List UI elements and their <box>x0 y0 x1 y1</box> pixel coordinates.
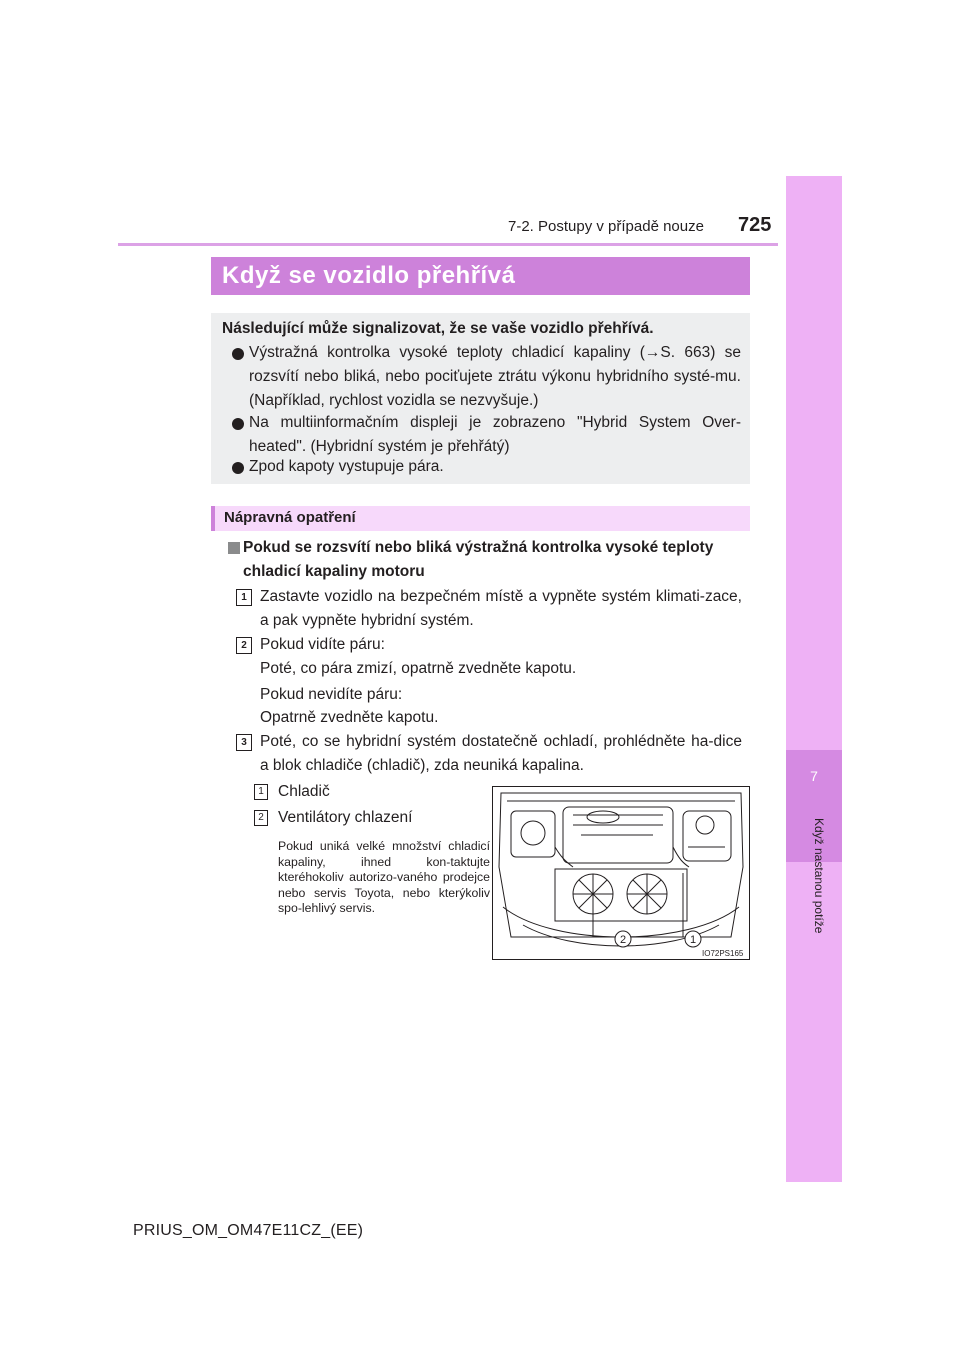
legend-number-1: 1 <box>254 784 268 800</box>
warning-note: Pokud uniká velké množství chladicí kapaliny, ihned kon-taktujte kteréhokoliv autorizo-vaného prodejce nebo servis Toyota, nebo kterýkoliv spo-lehlivý servis. <box>278 839 490 915</box>
engine-bay-illustration <box>492 786 750 960</box>
subsection-heading: Pokud se rozsvítí nebo bliká výstražná kontrolka vysoké teploty chladicí kapaliny motoru <box>243 539 714 580</box>
symptom-heading: Následující může signalizovat, že se vaše vozidlo přehřívá. <box>222 320 654 337</box>
step-number-1: 1 <box>236 589 252 606</box>
section-label: 7-2. Postupy v případě nouze <box>508 218 704 235</box>
legend-number-2: 2 <box>254 810 268 826</box>
side-tab <box>786 176 842 1182</box>
callout-2: 2 <box>619 934 627 946</box>
step-2-line-1: Pokud vidíte páru: <box>260 636 385 653</box>
step-number-2: 2 <box>236 637 252 654</box>
legend-label-1: Chladič <box>278 783 330 800</box>
legend-label-2: Ventilátory chlazení <box>278 809 413 826</box>
header-rule <box>118 243 778 246</box>
symptom-item-3: Zpod kapoty vystupuje pára. <box>249 458 444 475</box>
bullet-icon <box>232 348 244 360</box>
bullet-icon <box>232 418 244 430</box>
square-bullet-icon <box>228 542 240 554</box>
step-number-3: 3 <box>236 734 252 751</box>
step-1-text: Zastavte vozidlo na bezpečném místě a vypněte systém klimati-zace, a pak vypněte hybridní systém. <box>260 588 742 629</box>
engine-bay-drawing <box>493 787 749 959</box>
page-title: Když se vozidlo přehřívá <box>222 262 516 289</box>
illustration-code: IO72PS165 <box>702 949 744 958</box>
step-2-line-3: Pokud nevidíte páru: <box>260 686 403 703</box>
document-code-footer: PRIUS_OM_OM47E11CZ_(EE) <box>133 1222 364 1239</box>
page-number: 725 <box>738 214 772 236</box>
chapter-number: 7 <box>810 768 818 784</box>
remedy-heading: Nápravná opatření <box>224 509 356 526</box>
symptom-item-1: Výstražná kontrolka vysoké teploty chladicí kapaliny (→S. 663) se rozsvítí nebo bliká, nebo pociťujete ztrátu výkonu hybridního systé-mu. (Například, rychlost vozidla se nezvyšuje.) <box>249 344 741 409</box>
step-2-line-4: Opatrně zvedněte kapotu. <box>260 709 439 726</box>
step-2-line-2: Poté, co pára zmizí, opatrně zvedněte kapotu. <box>260 660 577 677</box>
bullet-icon <box>232 462 244 474</box>
callout-1: 1 <box>689 934 697 946</box>
step-3-text: Poté, co se hybridní systém dostatečně ochladí, prohlédněte ha-dice a blok chladiče (chladič), zda neuniká kapalina. <box>260 733 742 774</box>
symptom-item-2: Na multiinformačním displeji je zobrazeno "Hybrid System Over-heated". (Hybridní systém je přehřátý) <box>249 414 741 455</box>
side-tab-chapter-title: Když nastanou potíže <box>812 818 826 934</box>
